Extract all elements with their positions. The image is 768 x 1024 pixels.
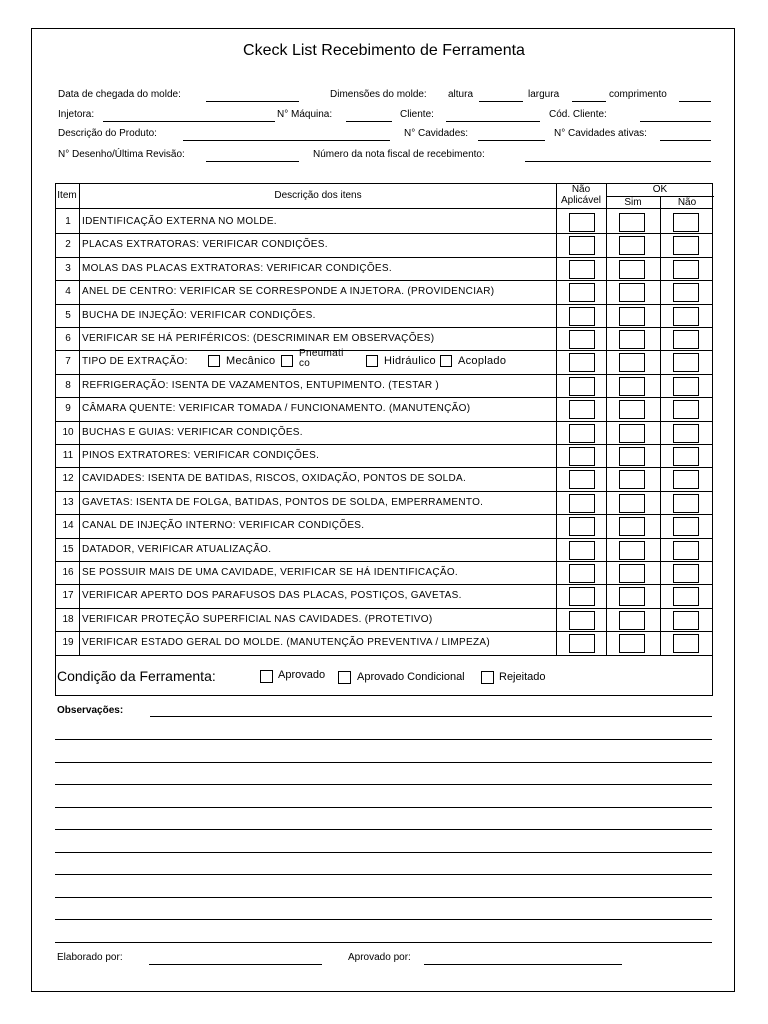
observacoes-line[interactable]: [55, 874, 712, 875]
row-item-description: GAVETAS: ISENTA DE FOLGA, BATIDAS, PONTOS DE SOLDA, EMPERRAMENTO.: [82, 496, 484, 508]
nao-aplicavel-checkbox[interactable]: [569, 564, 595, 583]
row-divider: [56, 538, 712, 539]
observacoes-line[interactable]: [55, 897, 712, 898]
ok-nao-checkbox[interactable]: [673, 353, 699, 372]
row-item-number: 1: [65, 216, 71, 227]
ok-header-divider: [606, 196, 714, 197]
row-divider: [56, 631, 712, 632]
row-item-description: VERIFICAR PROTEÇÃO SUPERFICIAL NAS CAVIDADES. (PROTETIVO): [82, 613, 433, 625]
label-data-chegada: Data de chegada do molde:: [58, 89, 181, 100]
nao-aplicavel-checkbox[interactable]: [569, 213, 595, 232]
aprovado-label: Aprovado: [278, 669, 326, 681]
label-nota-fiscal: Número da nota fiscal de recebimento:: [313, 149, 485, 160]
row-divider: [56, 421, 712, 422]
field-nota-fiscal[interactable]: [525, 161, 711, 162]
row-item-number: 5: [65, 309, 71, 321]
extracao-mecanico-checkbox[interactable]: [208, 355, 220, 367]
ok-nao-checkbox[interactable]: [673, 470, 699, 489]
nao-aplicavel-checkbox[interactable]: [569, 517, 595, 536]
ok-nao-checkbox[interactable]: [673, 541, 699, 560]
nao-aplicavel-checkbox[interactable]: [569, 236, 595, 255]
observacoes-line-first[interactable]: [150, 716, 712, 717]
extracao-pneumatico-checkbox[interactable]: [281, 355, 293, 367]
label-maquina: N° Máquina:: [277, 109, 333, 120]
ok-sim-checkbox[interactable]: [619, 564, 645, 583]
checklist-table: [55, 183, 713, 696]
row-item-description: TIPO DE EXTRAÇÃO:: [82, 356, 188, 368]
ok-nao-checkbox[interactable]: [673, 517, 699, 536]
row-divider: [56, 350, 712, 351]
label-largura: largura: [528, 89, 560, 100]
row-item-description: CANAL DE INJEÇÃO INTERNO: VERIFICAR CONDIÇÕES.: [82, 520, 365, 532]
rejeitado-label: Rejeitado: [499, 671, 546, 683]
nao-aplicavel-checkbox[interactable]: [569, 634, 595, 653]
observacoes-line[interactable]: [55, 784, 712, 785]
nao-aplicavel-checkbox[interactable]: [569, 447, 595, 466]
label-aprovado-por: Aprovado por:: [348, 952, 411, 963]
row-divider: [56, 304, 712, 305]
field-aprovado-por[interactable]: [424, 964, 622, 965]
extracao-hidraulico-checkbox[interactable]: [366, 355, 378, 367]
observacoes-line[interactable]: [55, 807, 712, 808]
ok-sim-checkbox[interactable]: [619, 307, 645, 326]
row-item-number: 2: [65, 239, 71, 251]
nao-aplicavel-checkbox[interactable]: [569, 494, 595, 513]
ok-sim-checkbox[interactable]: [619, 517, 645, 536]
field-injetora[interactable]: [103, 121, 275, 122]
row-item-description: MOLAS DAS PLACAS EXTRATORAS: VERIFICAR CONDIÇÕES.: [82, 262, 392, 274]
field-comprimento[interactable]: [679, 101, 711, 102]
col-header-item: Item: [57, 190, 77, 201]
row-item-number: 16: [62, 567, 74, 578]
row-item-number: 3: [65, 262, 71, 274]
label-cliente: Cliente:: [400, 109, 434, 120]
observacoes-line[interactable]: [55, 942, 712, 943]
ok-sim-checkbox[interactable]: [619, 260, 645, 279]
row-item-number: 19: [62, 637, 74, 649]
row-item-number: 15: [62, 543, 74, 555]
row-item-number: 7: [65, 356, 71, 368]
ok-sim-checkbox[interactable]: [619, 541, 645, 560]
aprovado-condicional-checkbox[interactable]: [338, 671, 351, 684]
col-header-nao-aplicavel-line1: Não: [571, 184, 591, 195]
row-divider: [56, 233, 712, 234]
row-item-number: 12: [62, 473, 74, 485]
col-header-descricao: Descrição dos itens: [274, 190, 362, 201]
ok-sim-checkbox[interactable]: [619, 377, 645, 396]
label-cavidades-ativas: N° Cavidades ativas:: [554, 128, 647, 139]
ok-nao-checkbox[interactable]: [673, 260, 699, 279]
row-item-number: 13: [62, 496, 74, 508]
row-divider: [56, 467, 712, 468]
row-item-description: VERIFICAR SE HÁ PERIFÉRICOS: (DESCRIMINAR EM OBSERVAÇÕES): [82, 333, 435, 344]
row-item-number: 14: [62, 520, 74, 532]
row-divider: [56, 491, 712, 492]
nao-aplicavel-checkbox[interactable]: [569, 400, 595, 419]
row-item-description: CÂMARA QUENTE: VERIFICAR TOMADA / FUNCIONAMENTO. (MANUTENÇÃO): [82, 403, 471, 415]
label-descricao-produto: Descrição do Produto:: [58, 128, 157, 139]
field-desenho[interactable]: [206, 161, 299, 162]
field-data-chegada[interactable]: [206, 101, 299, 102]
field-cod-cliente[interactable]: [640, 121, 711, 122]
ok-nao-checkbox[interactable]: [673, 564, 699, 583]
header-divider: [56, 208, 712, 209]
row-item-description: IDENTIFICAÇÃO EXTERNA NO MOLDE.: [82, 216, 277, 227]
ok-nao-checkbox[interactable]: [673, 330, 699, 349]
label-altura: altura: [448, 89, 474, 100]
field-descricao-produto[interactable]: [183, 140, 390, 141]
field-maquina[interactable]: [346, 121, 392, 122]
nao-aplicavel-checkbox[interactable]: [569, 470, 595, 489]
col-header-ok: OK: [652, 184, 668, 195]
label-dimensoes: Dimensões do molde:: [330, 89, 427, 100]
ok-nao-checkbox[interactable]: [673, 587, 699, 606]
row-divider: [56, 608, 712, 609]
extracao-acoplado-label: Acoplado: [458, 355, 507, 368]
field-altura[interactable]: [479, 101, 523, 102]
observacoes-label: Observações:: [57, 705, 124, 716]
ok-nao-checkbox[interactable]: [673, 307, 699, 326]
nao-aplicavel-checkbox[interactable]: [569, 307, 595, 326]
row-item-description: PLACAS EXTRATORAS: VERIFICAR CONDIÇÕES.: [82, 239, 328, 251]
observacoes-line[interactable]: [55, 852, 712, 853]
observacoes-line[interactable]: [55, 919, 712, 920]
ok-sim-checkbox[interactable]: [619, 283, 645, 302]
row-divider: [56, 444, 712, 445]
extracao-acoplado-checkbox[interactable]: [440, 355, 452, 367]
nao-aplicavel-checkbox[interactable]: [569, 541, 595, 560]
row-item-description: VERIFICAR ESTADO GERAL DO MOLDE. (MANUTENÇÃO PREVENTIVA / LIMPEZA): [82, 637, 491, 649]
rejeitado-checkbox[interactable]: [481, 671, 494, 684]
extracao-mecanico-label: Mecânico: [226, 355, 276, 368]
row-item-description: SE POSSUIR MAIS DE UMA CAVIDADE, VERIFICAR SE HÁ IDENTIFICAÇÃO.: [82, 567, 458, 578]
ok-nao-checkbox[interactable]: [673, 377, 699, 396]
row-item-description: BUCHA DE INJEÇÃO: VERIFICAR CONDIÇÕES.: [82, 309, 316, 321]
row-item-description: REFRIGERAÇÃO: ISENTA DE VAZAMENTOS, ENTUPIMENTO. (TESTAR ): [82, 379, 440, 391]
ok-sim-checkbox[interactable]: [619, 213, 645, 232]
ok-nao-checkbox[interactable]: [673, 283, 699, 302]
observacoes-line[interactable]: [55, 739, 712, 740]
row-item-number: 18: [62, 613, 74, 625]
condicao-label: Condição da Ferramenta:: [57, 668, 216, 684]
row-divider: [56, 514, 712, 515]
nao-aplicavel-checkbox[interactable]: [569, 611, 595, 630]
ok-nao-checkbox[interactable]: [673, 447, 699, 466]
ok-sim-checkbox[interactable]: [619, 494, 645, 513]
row-item-number: 10: [62, 426, 74, 438]
row-item-description: PINOS EXTRATORES: VERIFICAR CONDIÇÕES.: [82, 450, 320, 461]
ok-sim-checkbox[interactable]: [619, 447, 645, 466]
col-header-sim: Sim: [624, 197, 642, 208]
nao-aplicavel-checkbox[interactable]: [569, 330, 595, 349]
field-elaborado[interactable]: [149, 964, 322, 965]
row-divider: [56, 584, 712, 585]
row-item-number: 9: [65, 403, 71, 415]
label-elaborado: Elaborado por:: [57, 952, 123, 963]
ok-sim-checkbox[interactable]: [619, 470, 645, 489]
col-header-nao: Não: [677, 197, 697, 208]
row-divider: [56, 257, 712, 258]
row-divider: [56, 280, 712, 281]
extracao-pneumatico-label: Pneumati co: [299, 348, 344, 370]
field-largura[interactable]: [572, 101, 606, 102]
row-divider: [56, 327, 712, 328]
label-injetora: Injetora:: [58, 109, 95, 120]
ok-sim-checkbox[interactable]: [619, 353, 645, 372]
nao-aplicavel-checkbox[interactable]: [569, 260, 595, 279]
row-divider: [56, 655, 712, 656]
nao-aplicavel-checkbox[interactable]: [569, 377, 595, 396]
row-item-number: 6: [65, 333, 71, 344]
row-item-description: ANEL DE CENTRO: VERIFICAR SE CORRESPONDE A INJETORA. (PROVIDENCIAR): [82, 286, 495, 298]
row-item-number: 17: [62, 590, 74, 602]
ok-sim-checkbox[interactable]: [619, 611, 645, 630]
field-cavidades[interactable]: [478, 140, 545, 141]
ok-nao-checkbox[interactable]: [673, 236, 699, 255]
aprovado-condicional-label: Aprovado Condicional: [357, 671, 465, 683]
ok-nao-checkbox[interactable]: [673, 634, 699, 653]
ok-nao-checkbox[interactable]: [673, 424, 699, 443]
ok-sim-checkbox[interactable]: [619, 400, 645, 419]
row-item-number: 11: [62, 450, 74, 461]
observacoes-line[interactable]: [55, 762, 712, 763]
row-divider: [56, 397, 712, 398]
row-divider: [56, 374, 712, 375]
field-cavidades-ativas[interactable]: [660, 140, 711, 141]
row-item-description: VERIFICAR APERTO DOS PARAFUSOS DAS PLACAS, POSTIÇOS, GAVETAS.: [82, 590, 462, 602]
aprovado-checkbox[interactable]: [260, 670, 273, 683]
row-item-number: 8: [65, 379, 71, 391]
ok-sim-checkbox[interactable]: [619, 634, 645, 653]
row-item-number: 4: [65, 286, 71, 298]
ok-nao-checkbox[interactable]: [673, 213, 699, 232]
field-cliente[interactable]: [446, 121, 540, 122]
label-desenho: N° Desenho/Última Revisão:: [58, 149, 185, 160]
label-comprimento: comprimento: [609, 89, 667, 100]
row-item-description: BUCHAS E GUIAS: VERIFICAR CONDIÇÕES.: [82, 426, 303, 438]
ok-nao-checkbox[interactable]: [673, 494, 699, 513]
col-header-nao-aplicavel: [556, 184, 606, 206]
ok-sim-checkbox[interactable]: [619, 587, 645, 606]
label-cavidades: N° Cavidades:: [404, 128, 469, 139]
nao-aplicavel-checkbox[interactable]: [569, 424, 595, 443]
ok-sim-checkbox[interactable]: [619, 424, 645, 443]
ok-sim-checkbox[interactable]: [619, 236, 645, 255]
ok-nao-checkbox[interactable]: [673, 611, 699, 630]
observacoes-line[interactable]: [55, 829, 712, 830]
page-title: Ckeck List Recebimento de Ferramenta: [243, 42, 525, 59]
row-item-description: CAVIDADES: ISENTA DE BATIDAS, RISCOS, OXIDAÇÃO, PONTOS DE SOLDA.: [82, 473, 467, 485]
ok-nao-checkbox[interactable]: [673, 400, 699, 419]
col-divider-ok: [660, 197, 661, 655]
row-divider: [56, 561, 712, 562]
ok-sim-checkbox[interactable]: [619, 330, 645, 349]
nao-aplicavel-checkbox[interactable]: [569, 587, 595, 606]
extracao-hidraulico-label: Hidráulico: [384, 355, 436, 368]
label-cod-cliente: Cód. Cliente:: [549, 109, 607, 120]
nao-aplicavel-checkbox[interactable]: [569, 353, 595, 372]
nao-aplicavel-checkbox[interactable]: [569, 283, 595, 302]
col-header-nao-aplicavel-line2: Aplicável: [560, 195, 602, 206]
row-item-description: DATADOR, VERIFICAR ATUALIZAÇÃO.: [82, 543, 272, 555]
